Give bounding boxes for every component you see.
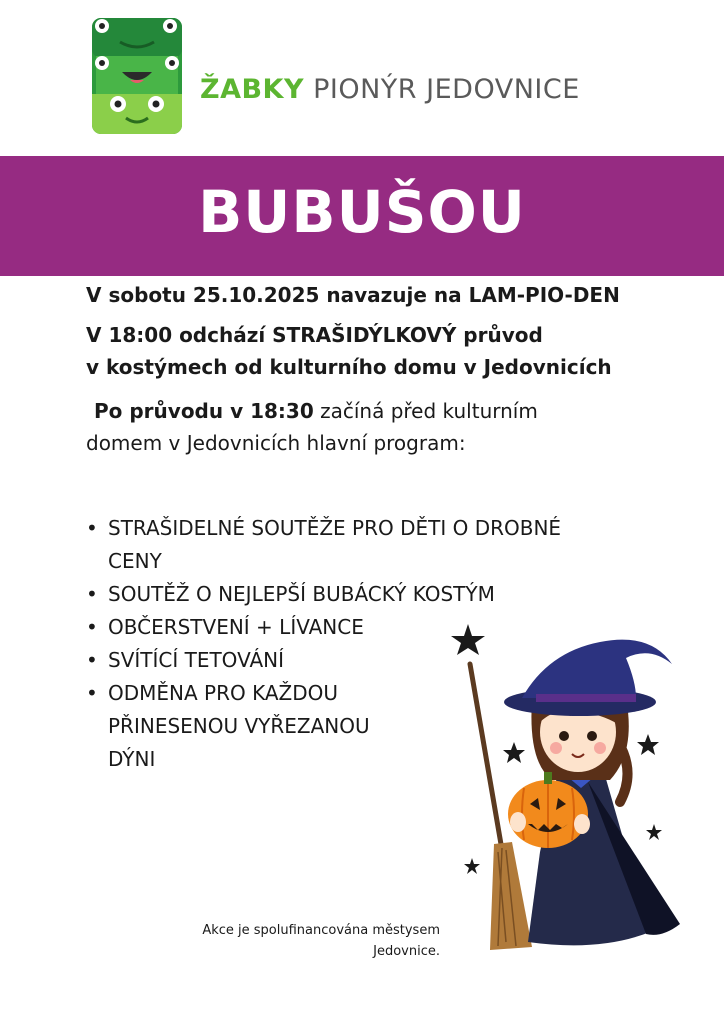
intro-line-1: V sobotu 25.10.2025 navazuje na LAM-PIO-DEN <box>86 283 620 307</box>
star-icon <box>646 824 662 840</box>
financing-line-1: Akce je spolufinancována městysem <box>202 923 440 938</box>
financing-note <box>150 920 440 962</box>
list-item-line: PŘINESENOU VYŘEZANOU <box>108 714 370 738</box>
list-item-line: • OBČERSTVENÍ + LÍVANCE <box>108 615 364 639</box>
list-item <box>86 578 561 611</box>
intro-line-4-bold: Po průvodu v 18:30 <box>94 399 314 423</box>
intro-line-3: v kostýmech od kulturního domu v Jedovnicích <box>86 355 612 379</box>
star-icon <box>637 734 659 755</box>
star-icon <box>451 624 485 655</box>
intro-line-5: domem v Jedovnicích hlavní program: <box>86 431 466 455</box>
witch-with-pumpkin-illustration <box>440 612 690 962</box>
list-item <box>86 512 561 578</box>
list-item-line: CENY <box>108 549 162 573</box>
intro-line-4 <box>94 396 538 426</box>
financing-line-2: Jedovnice. <box>373 944 440 959</box>
list-item-line: • SOUTĚŽ O NEJLEPŠÍ BUBÁCKÝ KOSTÝM <box>108 582 495 606</box>
page-title: BUBUŠOU <box>198 178 526 246</box>
brand-rest: PIONÝR JEDOVNICE <box>304 74 580 105</box>
brand-name <box>200 74 580 105</box>
list-item-line: • STRAŠIDELNÉ SOUTĚŽE PRO DĚTI O DROBNÉ <box>108 516 562 540</box>
star-icon <box>503 742 525 763</box>
list-item-line: DÝNI <box>108 747 156 771</box>
intro-line-2: V 18:00 odchází STRAŠIDÝLKOVÝ průvod <box>86 323 543 347</box>
list-item-line: • ODMĚNA PRO KAŽDOU <box>108 681 339 705</box>
frogs-logo-icon <box>92 18 182 134</box>
intro-line-4-rest: začíná před kulturním <box>313 399 538 423</box>
title-banner <box>0 156 724 276</box>
brand-bold: ŽABKY <box>200 74 305 105</box>
star-icon <box>464 858 480 874</box>
list-item-line: • SVÍTÍCÍ TETOVÁNÍ <box>108 648 285 672</box>
